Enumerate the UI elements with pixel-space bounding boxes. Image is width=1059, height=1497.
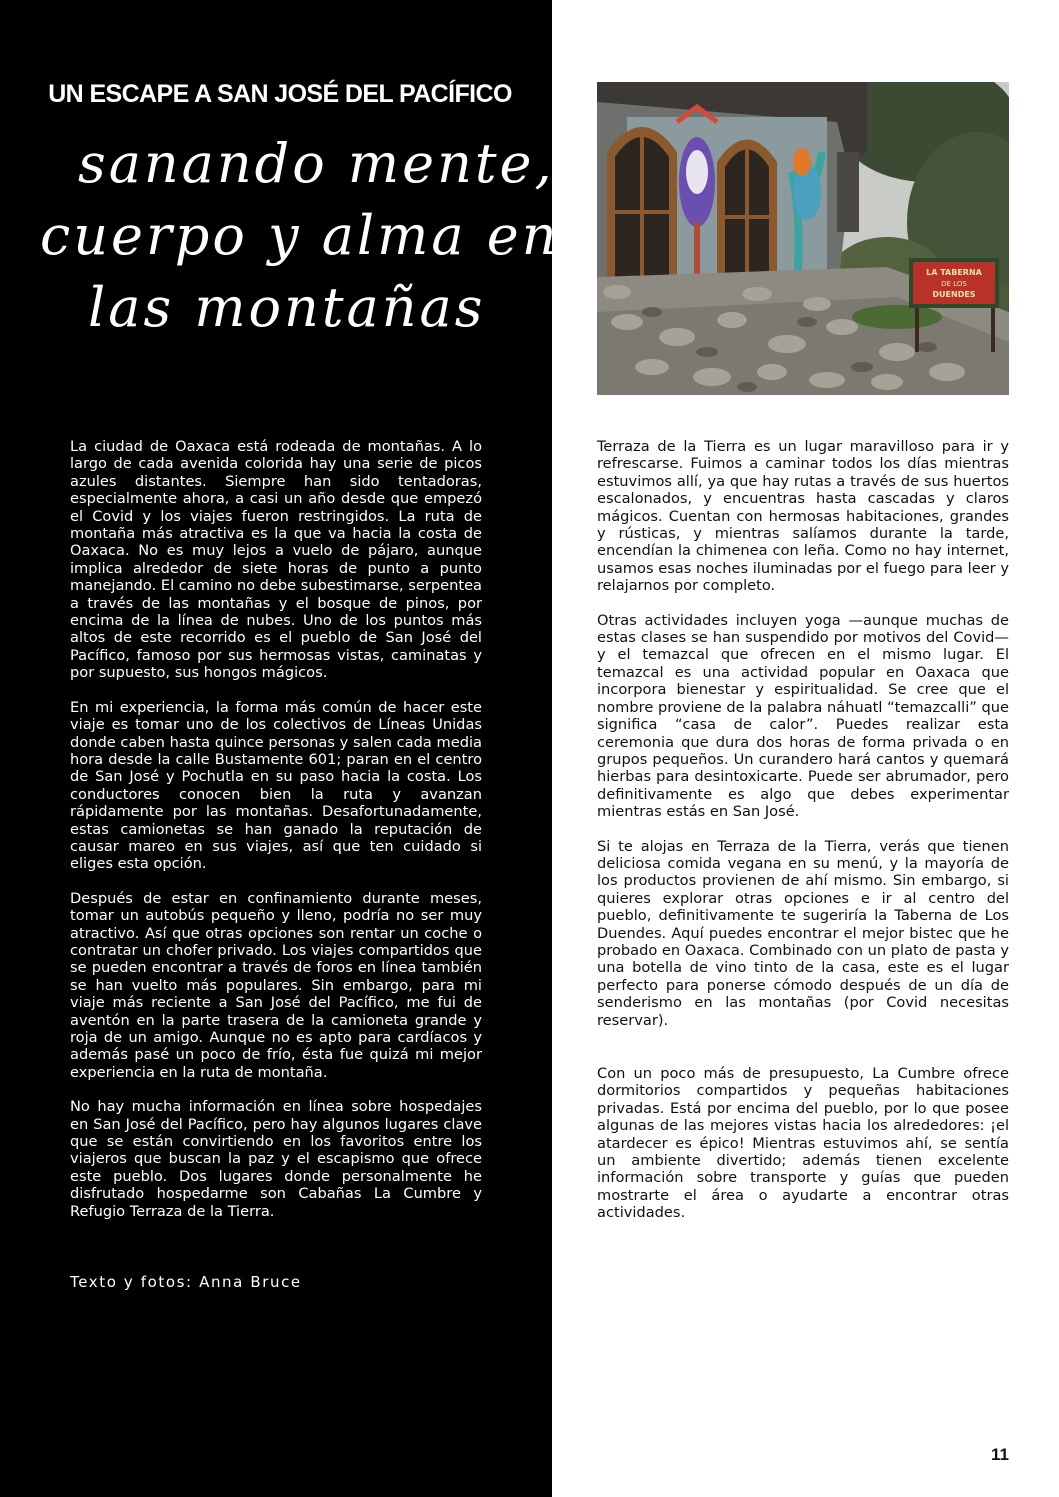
paragraph: Con un poco más de presupuesto, La Cumbre ofrece dormitorios compartidos y pequeñas habitaciones privadas. Está por encima del pueblo, por lo que posee algunas de las mejores vistas hacia los alrededores: ¡el atardecer es épico! Mientras estuvimos ahí, se sentía un ambiente divertido; además tienen excelente información sobre transporte y guías que pueden mostrarte el área o ayudarte a encontrar otras actividades. (597, 1065, 1009, 1222)
article-subtitle (40, 128, 560, 344)
sign-text: DUENDES (932, 290, 976, 299)
page-number: 11 (991, 1445, 1009, 1464)
sign-text: DE LOS (941, 280, 967, 288)
subtitle-line: cuerpo y alma en (40, 204, 560, 267)
paragraph: Después de estar en confinamiento durante meses, tomar un autobús pequeño y lleno, podría no ser muy atractivo. Así que otras opciones son rentar un coche o contratar un chofer privado. Los viajes compartidos que se pueden encontrar a través de foros en línea también se han vuelto más populares. Sin embargo, para mi viaje más reciente a San José del Pacífico, me fui de aventón en la parte trasera de la camioneta grande y roja de un amigo. Aunque no es apto para cardíacos y además pasé un poco de frío, ésta fue quizá mi mejor experiencia en la ruta de montaña. (70, 889, 482, 1081)
paragraph: La ciudad de Oaxaca está rodeada de montañas. A lo largo de cada avenida colorida hay una serie de picos azules distantes. Siempre han sido tentadoras, especialmente ahora, a casi un año desde que empezó el Covid y los viajes fueron restringidos. La ruta de montaña más atractiva es la que va hacia la costa de Oaxaca. No es muy lejos a vuelo de pájaro, aunque implica alrededor de siete horas de punto a punto manejando. El camino no debe subestimarse, serpentea a través de las montañas y el bosque de pinos, por encima de la línea de nubes. Uno de los puntos más altos de este recorrido es el pueblo de San José del Pacífico, famoso por sus hermosas vistas, caminatas y por supuesto, sus hongos mágicos. (70, 438, 482, 682)
paragraph: Otras actividades incluyen yoga —aunque muchas de estas clases se han suspendido por motivos del Covid— y el temazcal que ofrecen en el mismo lugar. El temazcal es una actividad popular en Oaxaca que incorpora bienestar y espiritualidad. Se cree que el nombre proviene de la palabra náhuatl “temazcalli” que significa “casa de calor”. Puedes realizar esta ceremonia que dura dos horas de forma privada o en grupos pequeños. Un curandero hará cantos y quemará hierbas para desintoxicarte. Puede ser abrumador, pero definitivamente es algo que debes experimentar mientras estás en San José. (597, 611, 1009, 821)
right-text-column (597, 438, 1009, 1239)
article-headline: UN ESCAPE A SAN JOSÉ DEL PACÍFICO (48, 80, 512, 108)
paragraph: Si te alojas en Terraza de la Tierra, verás que tienen deliciosa comida vegana en su menú, y la mayoría de los productos provienen de ahí mismo. Sin embargo, si quieres explorar otras opciones e ir al centro del pueblo, definitivamente te sugeriría la Taberna de Los Duendes. Aquí puedes encontrar el mejor bistec que he probado en Oaxaca. Combinado con un plato de pasta y una botella de vino tinto de la casa, este es el lugar perfecto para ponerse cómodo después de un día de senderismo en las montañas (por Covid necesitas reservar). (597, 837, 1009, 1029)
sign-text: LA TABERNA (926, 268, 982, 277)
restaurant-photo (597, 82, 1009, 395)
subtitle-line: las montañas (88, 276, 486, 339)
left-text-column (70, 438, 482, 1237)
subtitle-line: sanando mente, (78, 132, 555, 195)
paragraph: En mi experiencia, la forma más común de hacer este viaje es tomar uno de los colectivos de Líneas Unidas donde caben hasta quince personas y salen cada media hora desde la calle Bustamente 601; paran en el centro de San José y Pochutla en su paso hacia la costa. Los conductores conocen bien la ruta y avanzan rápidamente por las montañas. Desafortunadamente, estas camionetas se han ganado la reputación de causar mareo en sus viajes, así que ten cuidado si eliges esta opción. (70, 698, 482, 873)
paragraph: No hay mucha información en línea sobre hospedajes en San José del Pacífico, pero hay algunos lugares clave que se están convirtiendo en los favoritos entre los viajeros que buscan la paz y el escapismo que ofrece este pueblo. Dos lugares donde personalmente he disfrutado hospedarme son Cabañas La Cumbre y Refugio Terraza de la Tierra. (70, 1098, 482, 1220)
paragraph: Terraza de la Tierra es un lugar maravilloso para ir y refrescarse. Fuimos a caminar todos los días mientras estuvimos allí, ya que hay rutas a través de sus huertos escalonados, y encuentras hasta cascadas y claros mágicos. Cuentan con hermosas habitaciones, grandes y rústicas, y mientras salíamos durante la tarde, encendían la chimenea con leña. Como no hay internet, usamos esas noches iluminadas por el fuego para leer y relajarnos por completo. (597, 438, 1009, 595)
photo-credit: Texto y fotos: Anna Bruce (70, 1273, 302, 1291)
